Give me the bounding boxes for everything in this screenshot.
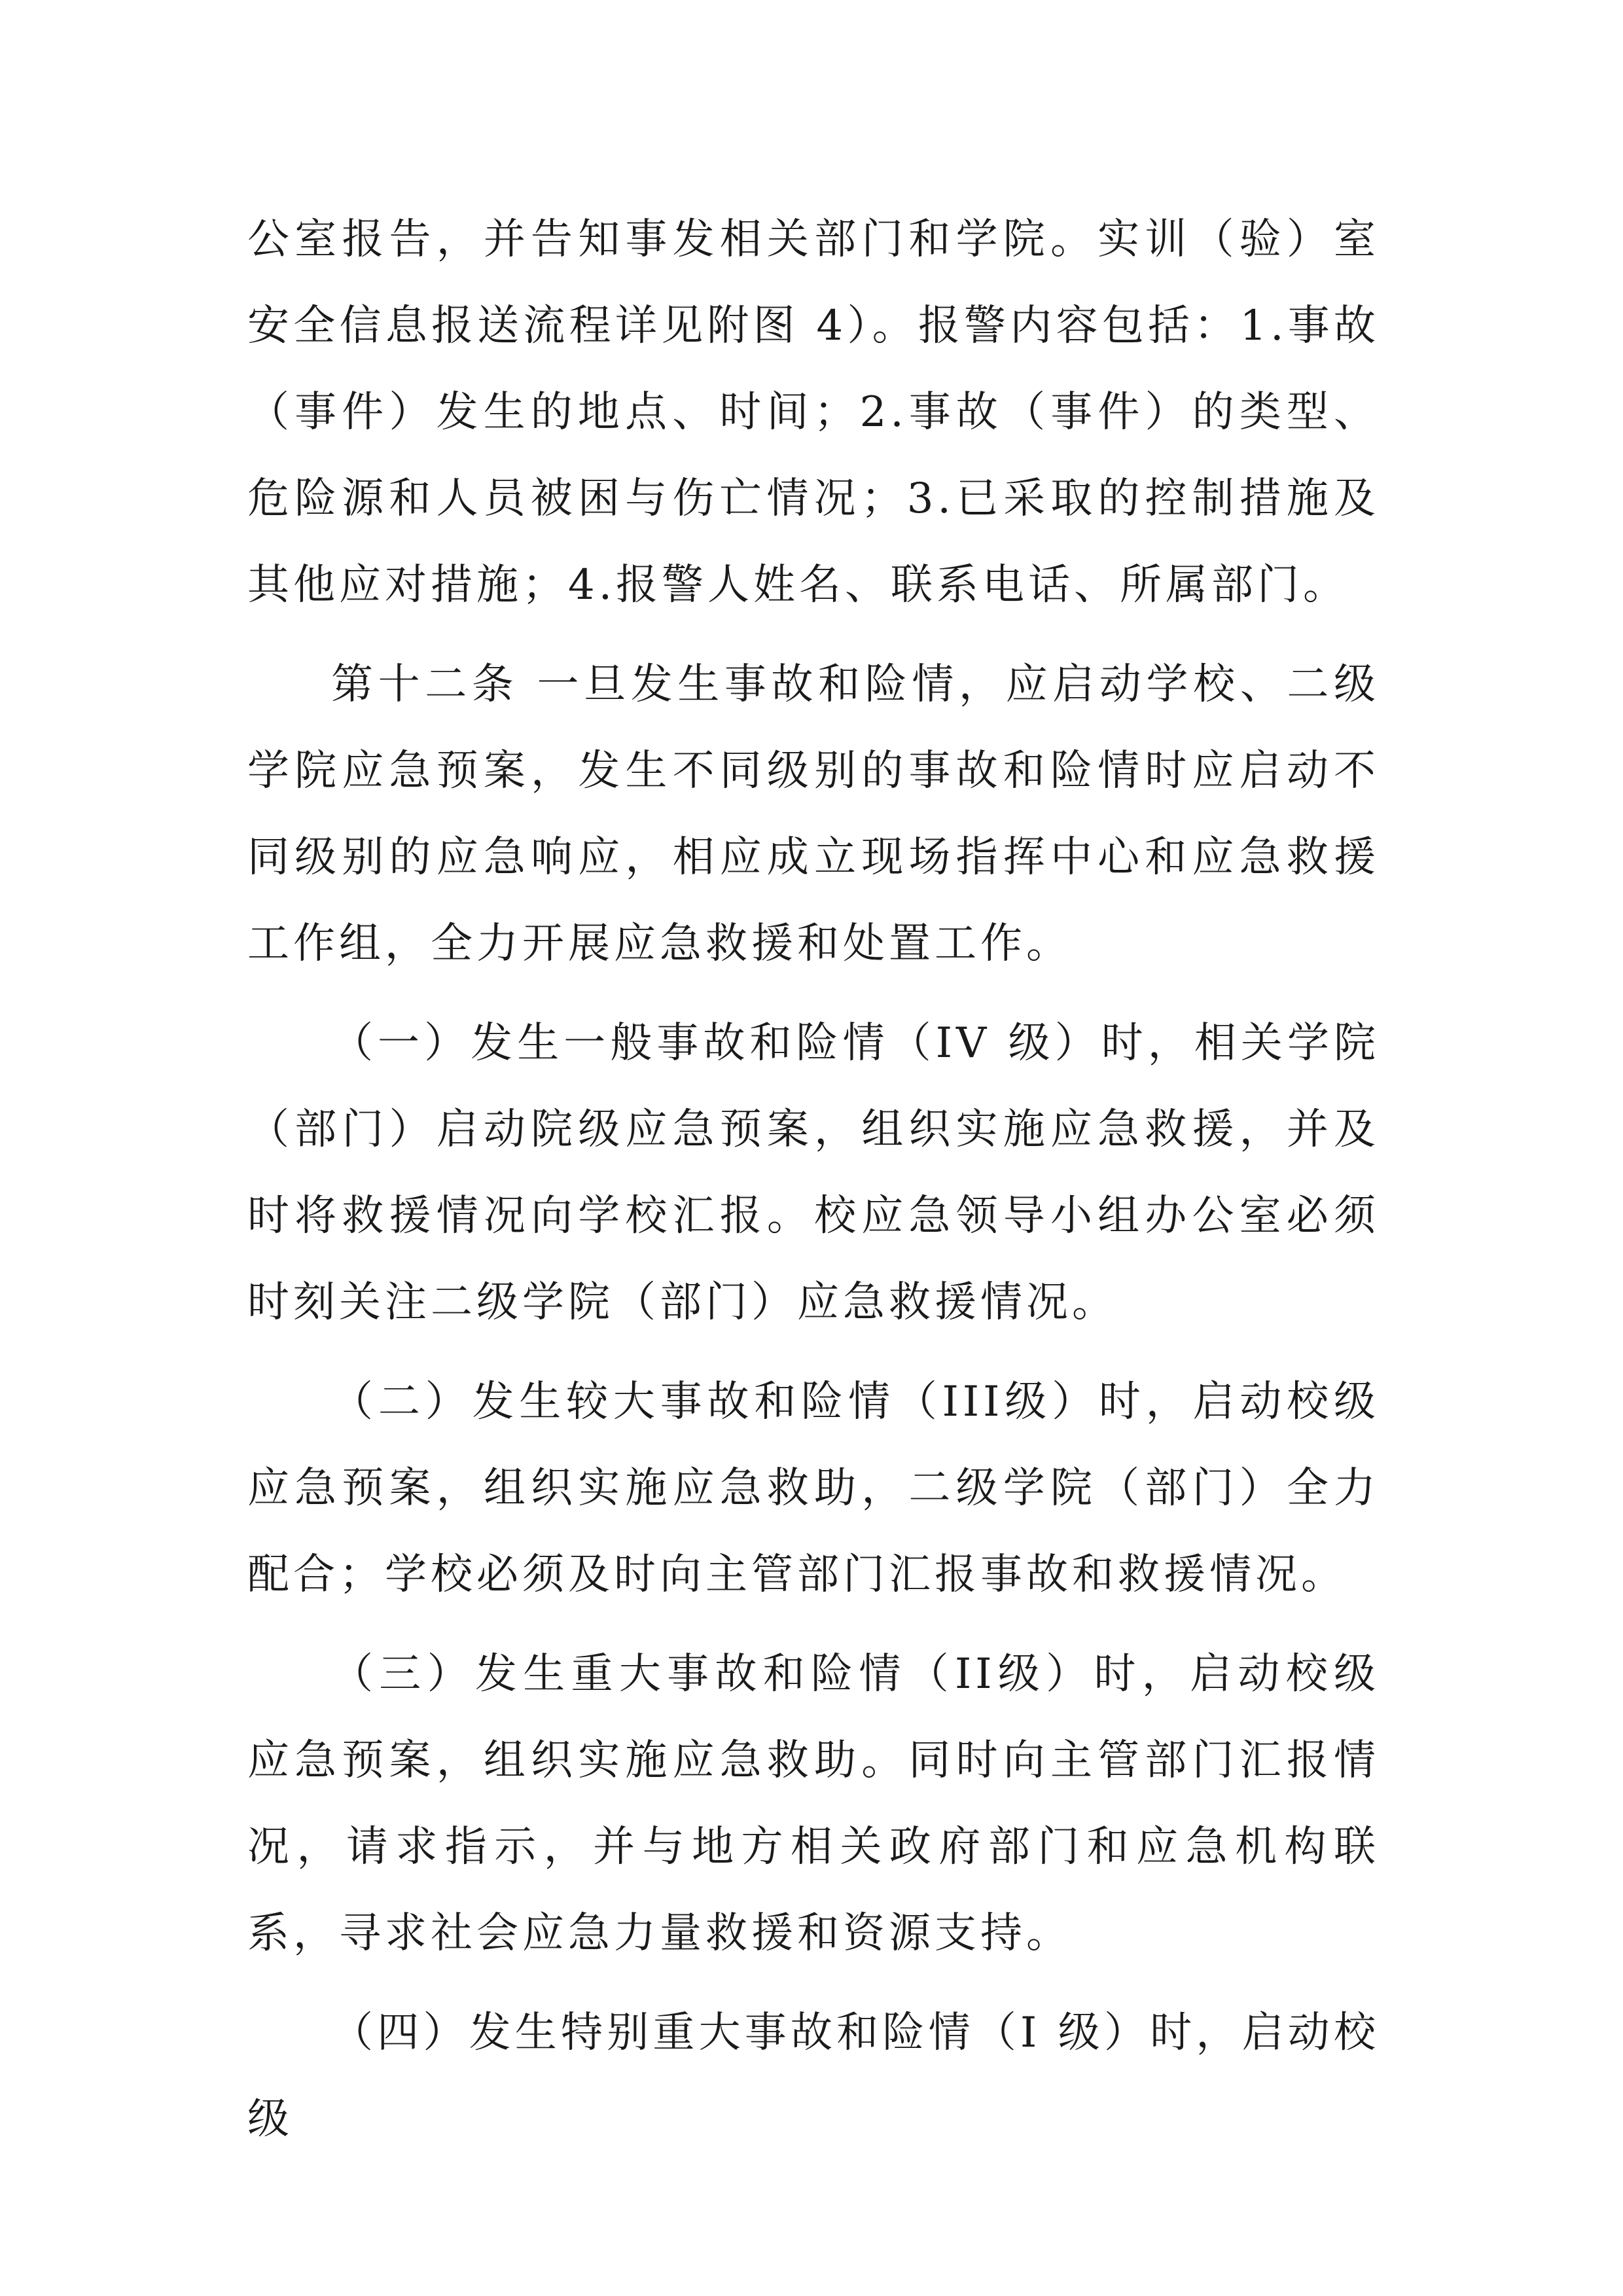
paragraph-level-iii: （二）发生较大事故和险情（III级）时，启动校级应急预案，组织实施应急救助，二级学院（部门）全力配合；学校必须及时向主管部门汇报事故和救援情况。: [247, 1378, 1380, 1599]
paragraph-report-content: 公室报告，并告知事发相关部门和学院。实训（验）室安全信息报送流程详见附图 4）。报警内容包括：1.事故（事件）发生的地点、时间；2.事故（事件）的类型、危险源和人员被困与伤亡情况；3.已采取的控制措施及其他应对措施；4.报警人姓名、联系电话、所属部门。: [247, 215, 1380, 609]
paragraph-level-ii: （三）发生重大事故和险情（II级）时，启动校级应急预案，组织实施应急救助。同时向主管部门汇报情况，请求指示，并与地方相关政府部门和应急机构联系，寻求社会应急力量救援和资源支持。: [247, 1650, 1380, 1958]
paragraph-level-i: （四）发生特别重大事故和险情（I 级）时，启动校级: [247, 2009, 1380, 2144]
document-page: [247, 196, 1380, 2176]
paragraph-level-iv: （一）发生一般事故和险情（IV 级）时，相关学院（部门）启动院级应急预案，组织实施应急救援，并及时将救援情况向学校汇报。校应急领导小组办公室必须时刻关注二级学院（部门）应急救援情况。: [247, 1019, 1380, 1327]
paragraph-article-12: 第十二条 一旦发生事故和险情，应启动学校、二级学院应急预案，发生不同级别的事故和险情时应启动不同级别的应急响应，相应成立现场指挥中心和应急救援工作组，全力开展应急救援和处置工作。: [247, 660, 1380, 968]
